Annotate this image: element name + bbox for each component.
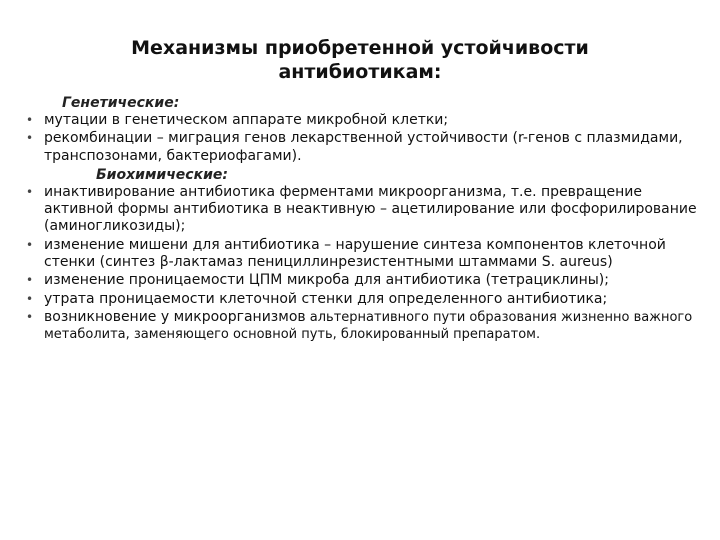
list-item	[28, 112, 700, 129]
list-item-text: изменение мишени для антибиотика – нарушение синтеза компонентов клеточной стенки (синтез β-лактамаз пенициллинрезистентными штаммами S. aureus)	[44, 236, 666, 271]
title-line-1: Механизмы приобретенной устойчивости	[131, 37, 589, 59]
list-item	[28, 130, 700, 165]
list-item	[28, 309, 700, 344]
list-item-text: мутации в генетическом аппарате микробной клетки;	[44, 112, 449, 128]
bullet-icon: •	[26, 291, 34, 306]
list-item-text: инактивирование антибиотика ферментами микроорганизма, т.е. превращение активной формы антибиотика в неактивную – ацетилирование или фосфорилирование (аминогликозиды);	[44, 183, 697, 235]
bullet-icon: •	[26, 131, 34, 146]
list-item	[28, 184, 700, 236]
genetic-heading: Генетические:	[62, 95, 180, 111]
bullet-icon: •	[26, 184, 34, 199]
list-item-text: альтернативного пути образования жизненно важного метаболита, заменяющего основной путь, блокированный препаратом.	[44, 309, 693, 343]
list-item	[28, 237, 700, 272]
list-item-lead-text: возникновение у микроорганизмов	[44, 308, 306, 325]
slide-title	[90, 36, 630, 84]
list-item	[28, 272, 700, 289]
bullet-icon: •	[26, 309, 34, 324]
list-item-text: изменение проницаемости ЦПМ микроба для антибиотика (тетрациклины);	[44, 272, 609, 289]
slide-content	[28, 94, 700, 345]
list-item	[28, 291, 700, 308]
bullet-icon: •	[26, 273, 34, 288]
genetic-list	[28, 112, 700, 165]
list-item-text: утрата проницаемости клеточной стенки для определенного антибиотика;	[44, 290, 608, 307]
list-item-text: рекомбинации – миграция генов лекарственной устойчивости (r-генов с плазмидами, транспозонами, бактериофагами).	[44, 130, 683, 164]
bullet-icon: •	[26, 237, 34, 252]
bullet-icon: •	[26, 113, 34, 127]
biochemical-heading: Биохимические:	[96, 166, 229, 183]
title-line-2: антибиотикам:	[278, 61, 442, 83]
biochemical-list	[28, 184, 700, 344]
